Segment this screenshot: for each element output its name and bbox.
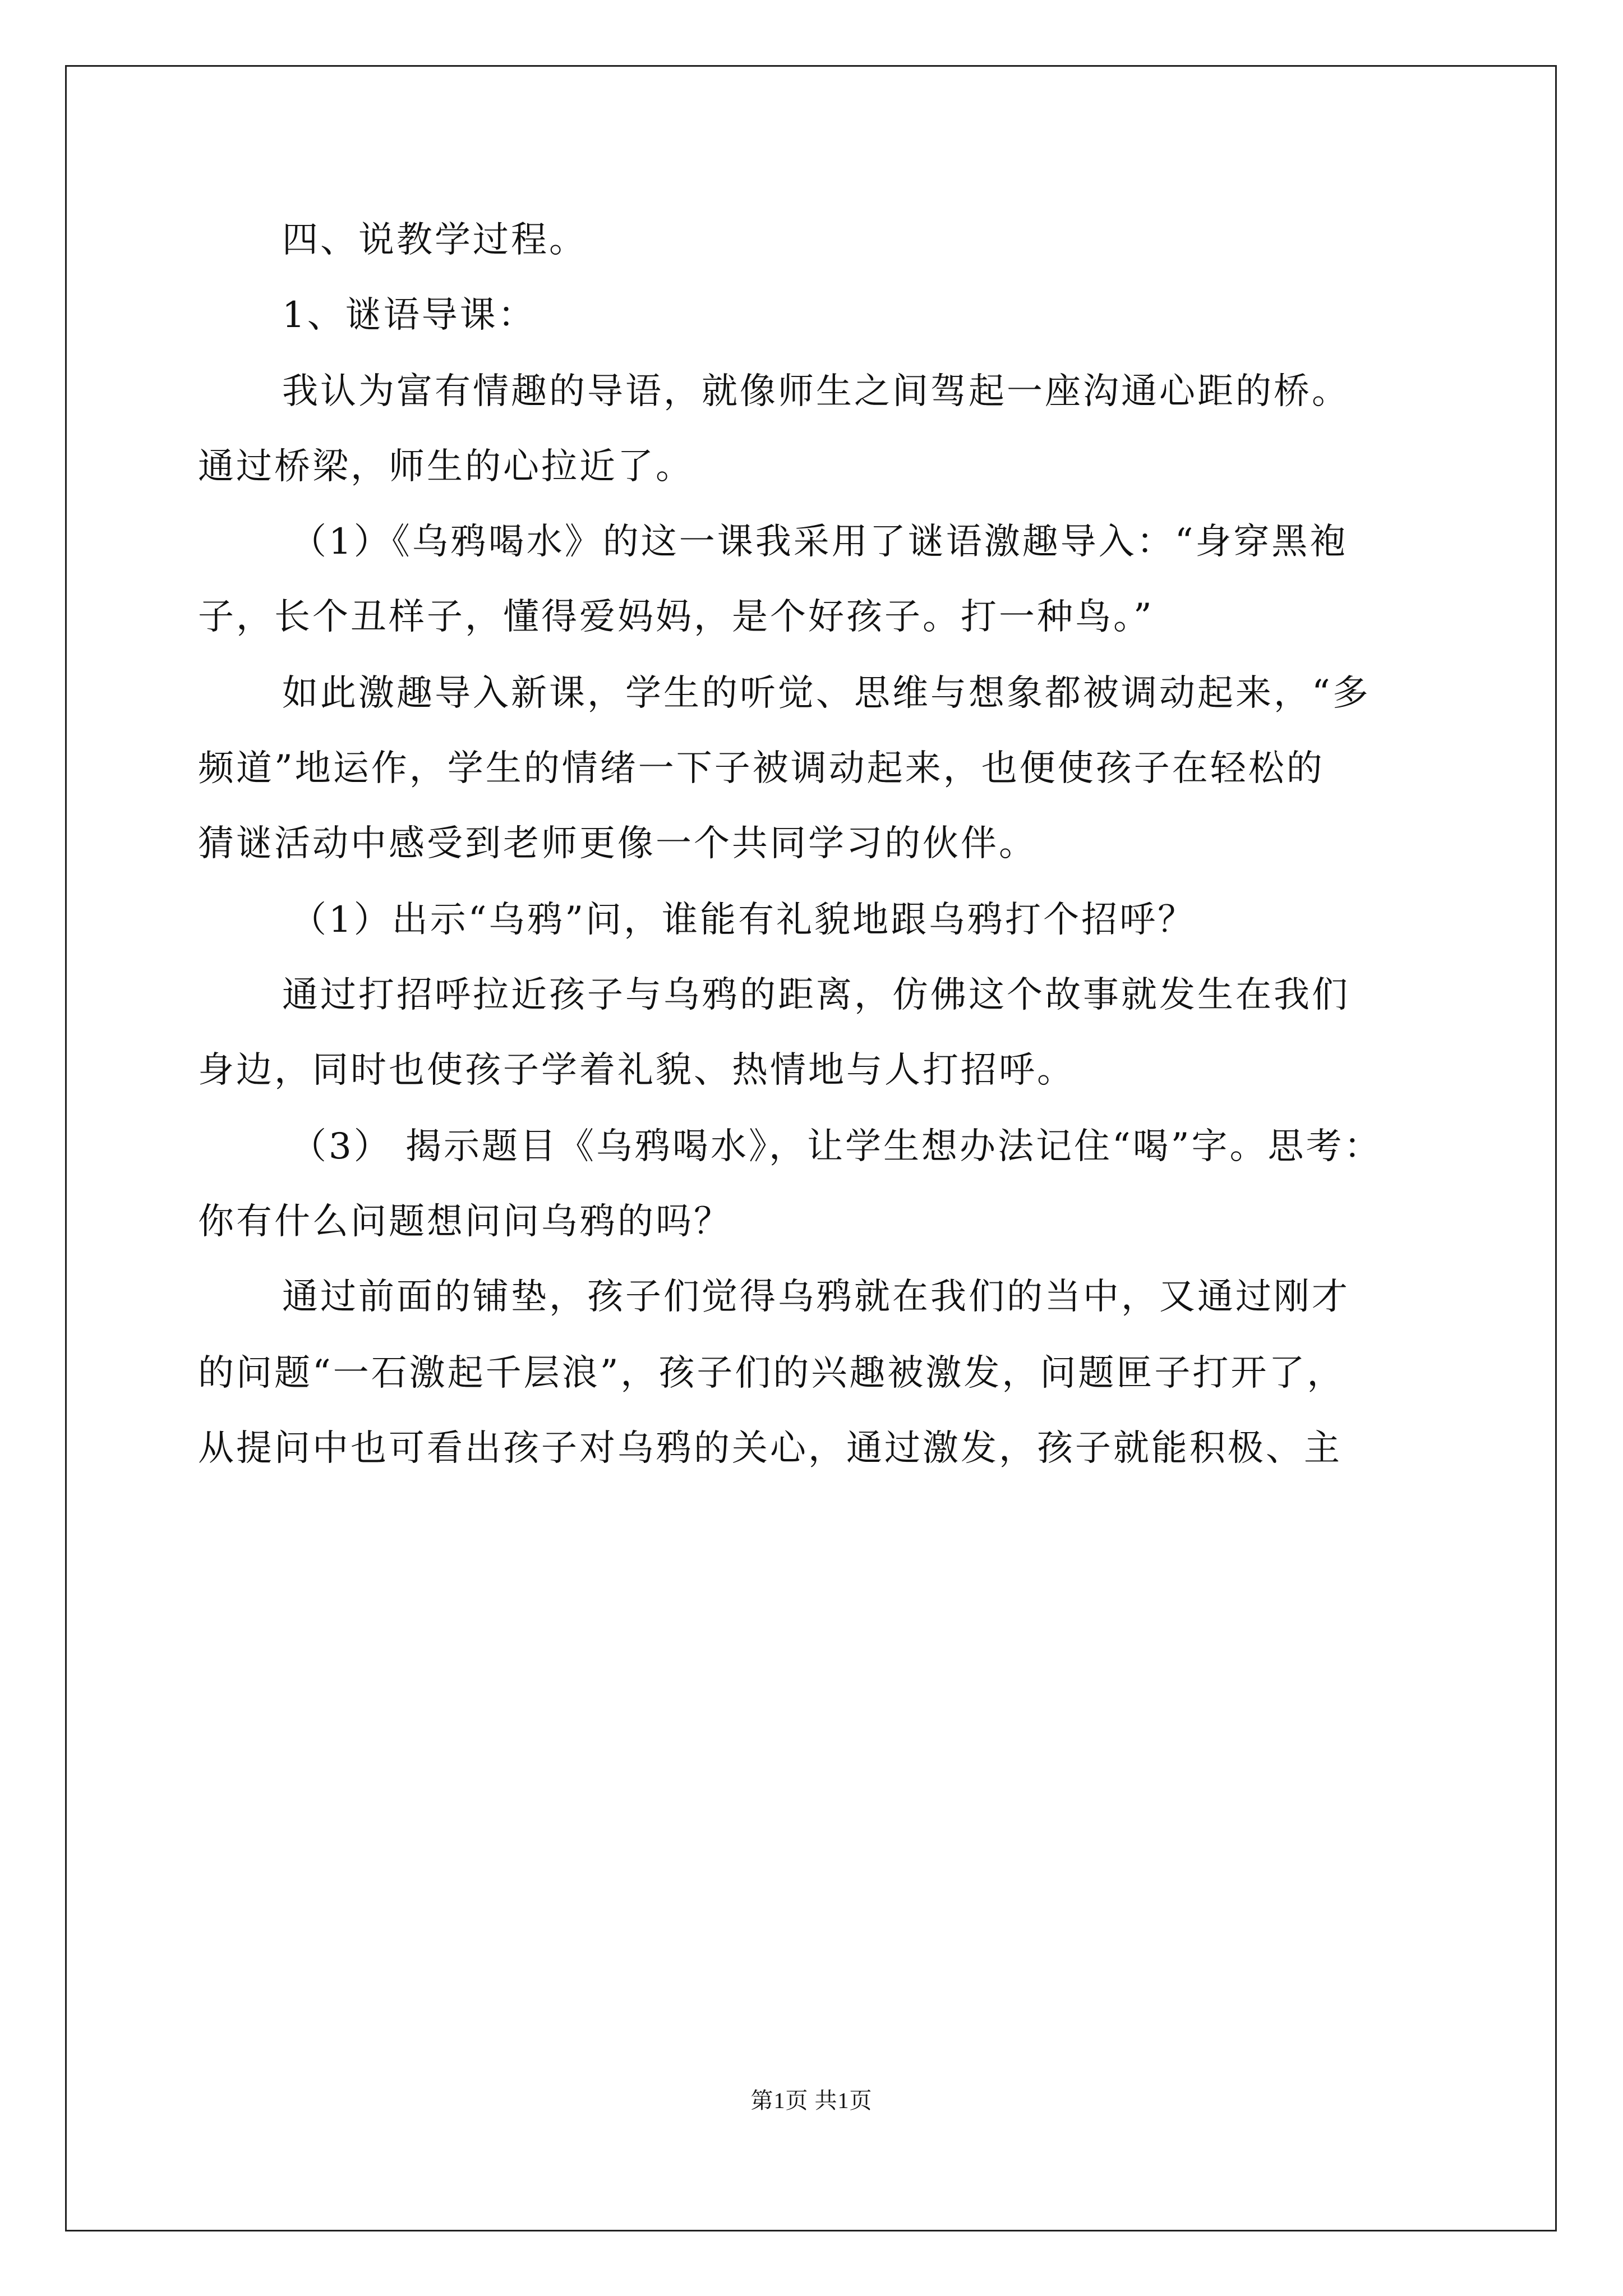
paragraph-line: 通过打招呼拉近孩子与乌鸦的距离，仿佛这个故事就发生在我们 — [282, 974, 1350, 1016]
paragraph-line: 我认为富有情趣的导语，就像师生之间驾起一座沟通心距的桥。 — [282, 371, 1350, 412]
paragraph-line: 你有什么问题想问问乌鸦的吗？ — [198, 1201, 732, 1243]
paragraph-line: （3） 揭示题目《乌鸦喝水》，让学生想办法记住“喝”字。思考： — [291, 1126, 1382, 1167]
paragraph-line: 身边，同时也使孩子学着礼貌、热情地与人打招呼。 — [198, 1050, 1075, 1091]
paragraph-line: 的问题“一石激起千层浪”，孩子们的兴趣被激发，问题匣子打开了， — [198, 1352, 1345, 1394]
subsection-heading: 1、谜语导课： — [282, 295, 536, 336]
paragraph-line: 子，长个丑样子，懂得爱妈妈，是个好孩子。打一种鸟。” — [198, 596, 1154, 638]
paragraph-line: 如此激趣导入新课，学生的听觉、思维与想象都被调动起来，“多 — [282, 673, 1371, 714]
paragraph-line: 猜谜活动中感受到老师更像一个共同学习的伙伴。 — [198, 823, 1037, 864]
paragraph-line: 通过桥梁，师生的心拉近了。 — [198, 446, 694, 487]
paragraph-line: 从提问中也可看出孩子对乌鸦的关心，通过激发，孩子就能积极、主 — [198, 1428, 1342, 1469]
paragraph-line: 频道”地运作，学生的情绪一下子被调动起来，也便使孩子在轻松的 — [198, 748, 1325, 789]
page-footer: 第1页 共1页 — [750, 2088, 873, 2113]
paragraph-line: （1）《乌鸦喝水》的这一课我采用了谜语激趣导入：“身穿黑袍 — [291, 521, 1348, 563]
paragraph-line: 通过前面的铺垫，孩子们觉得乌鸦就在我们的当中，又通过刚才 — [282, 1276, 1350, 1318]
section-heading: 四、说教学过程。 — [282, 219, 587, 261]
paragraph-line: （1）出示“乌鸦”问，谁能有礼貌地跟乌鸦打个招呼？ — [291, 899, 1196, 941]
